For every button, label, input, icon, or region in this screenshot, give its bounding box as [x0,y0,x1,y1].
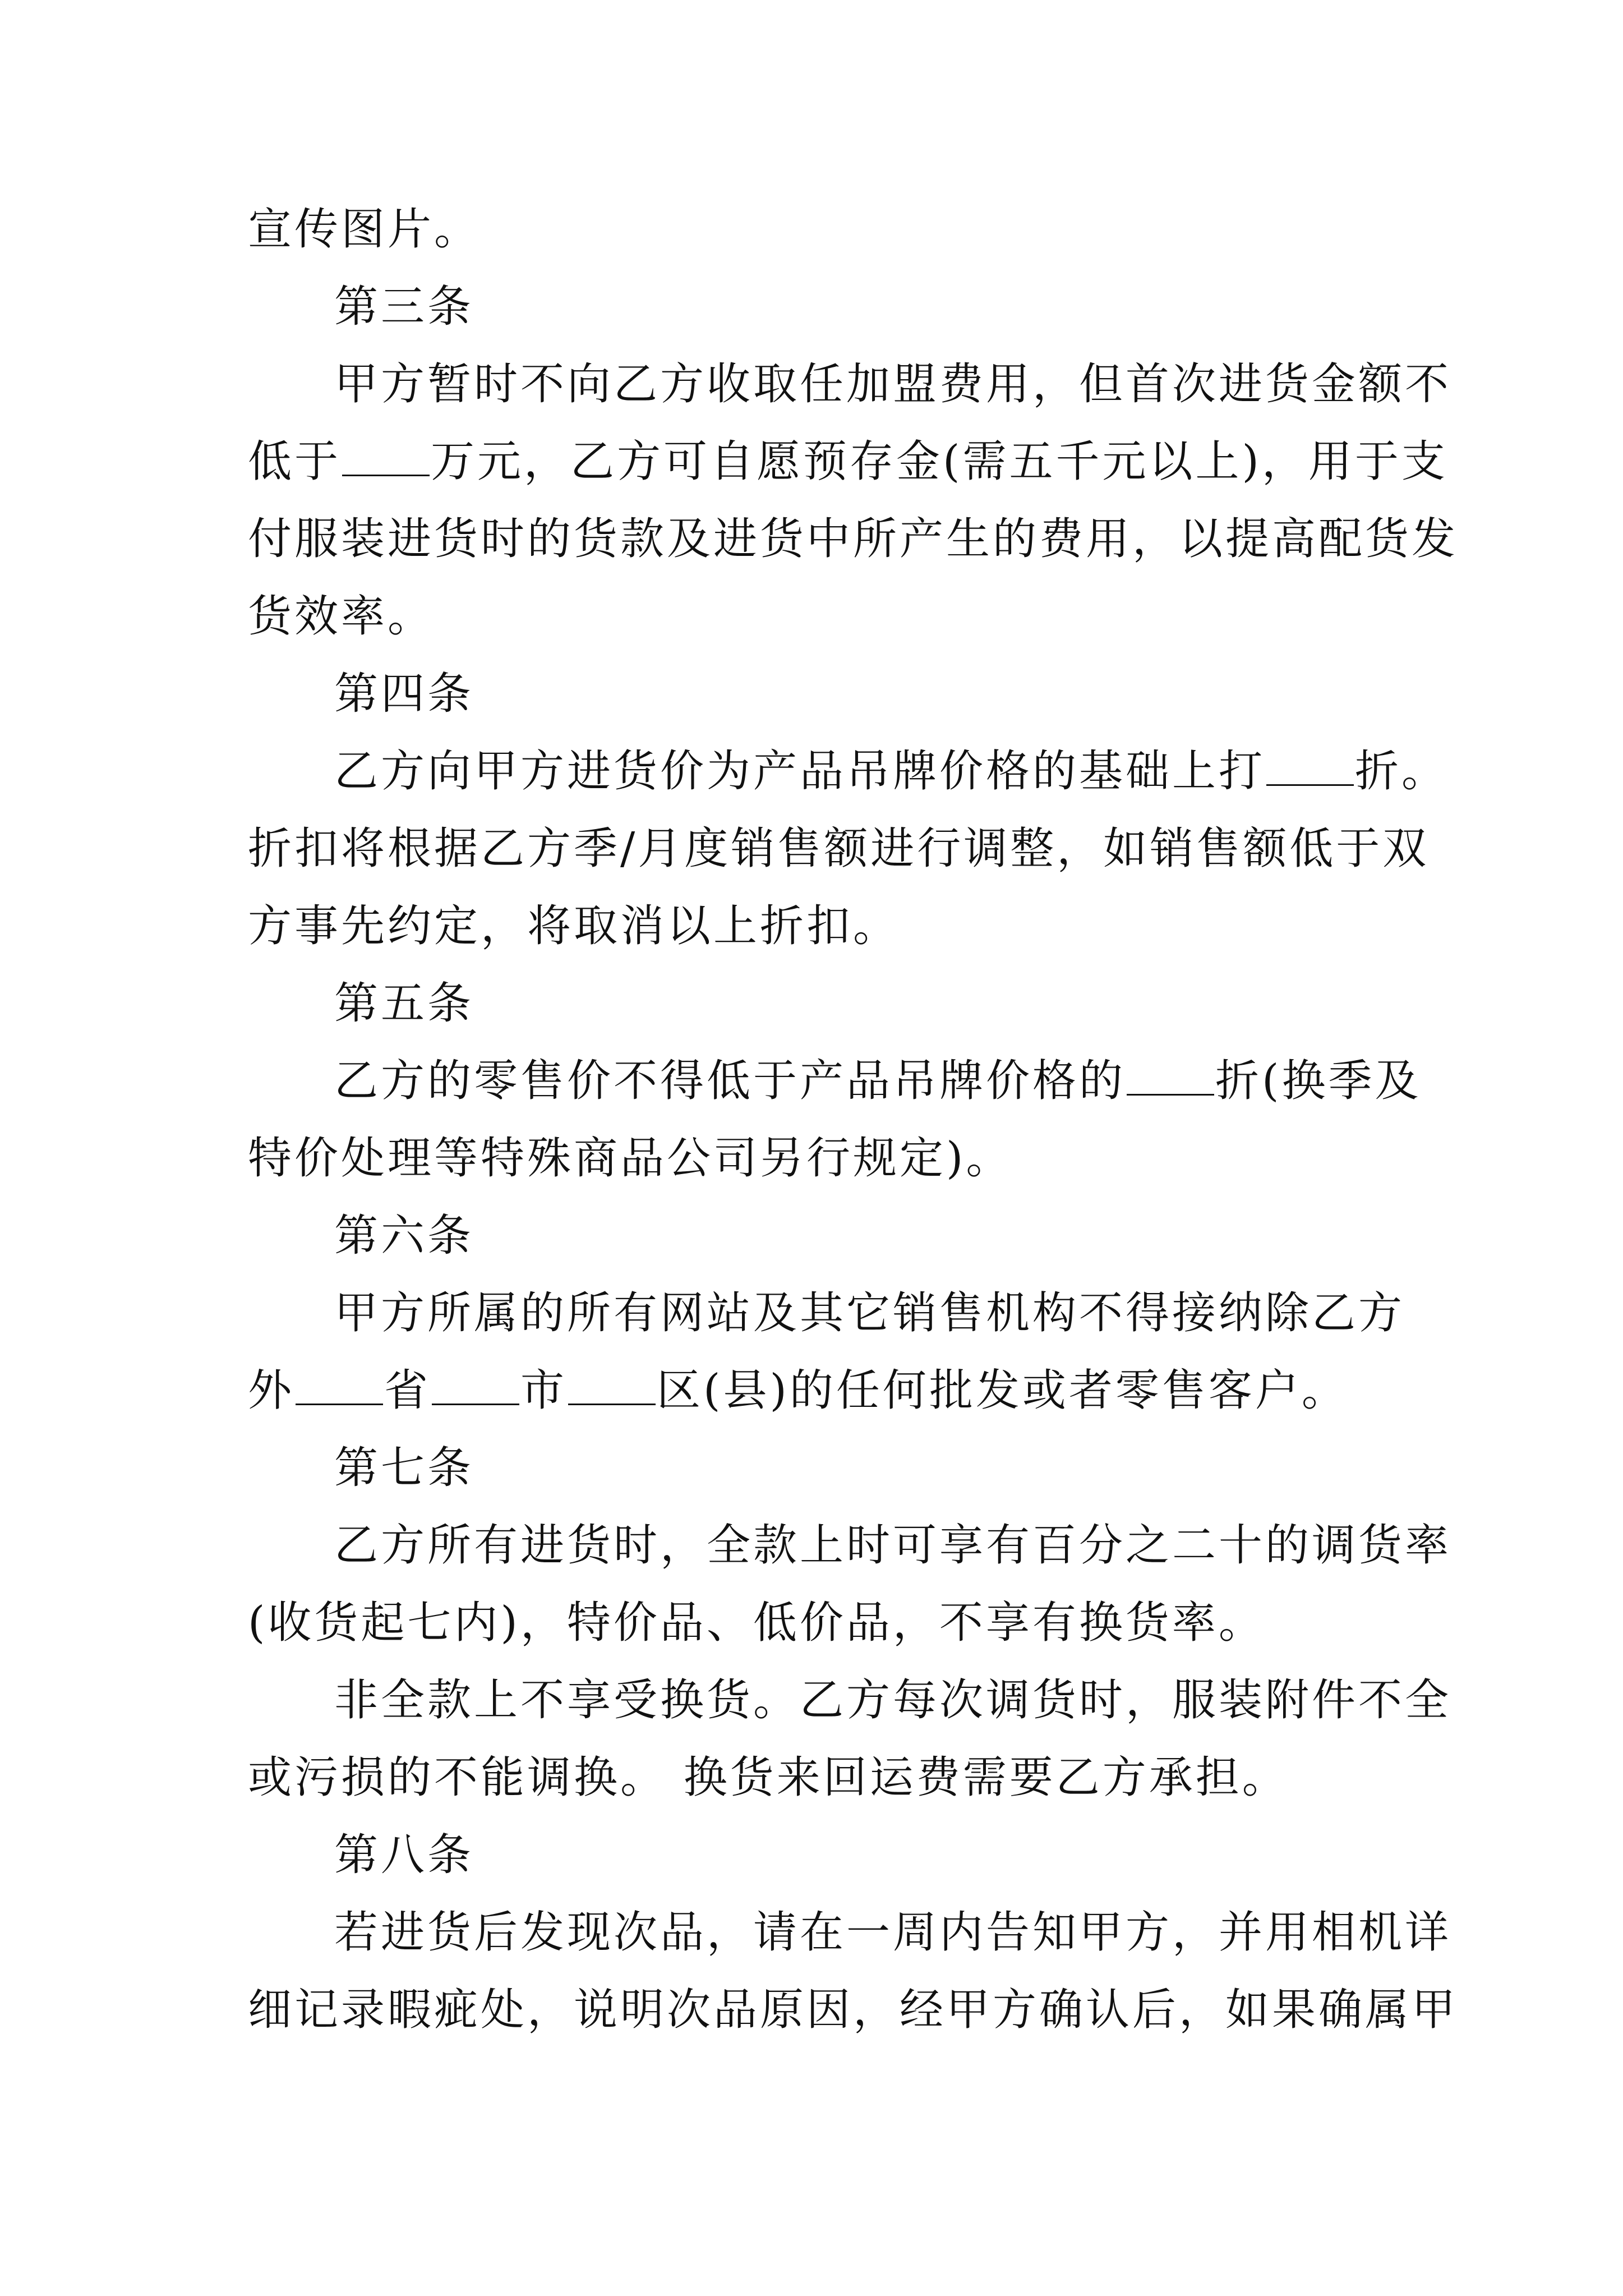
paragraph-text: 货效率。 [248,591,435,642]
paragraph-text: 非全款上不享受换货。乙方每次调货时，服装附件不全 [334,1675,1452,1726]
paragraph-text: 省 [384,1365,431,1416]
paragraph-text: 细记录暇疵处，说明次品原因，经甲方确认后，如果确属甲 [248,1985,1459,2035]
paragraph-text: 折。 [1355,746,1449,797]
text-line [248,1042,1422,1120]
text-line [248,423,1448,500]
fill-in-blank [432,1363,519,1405]
paragraph-text: 折(换季及 [1215,1056,1422,1106]
text-line [248,191,1386,268]
paragraph-text: 乙方的零售价不得低于产品吊牌价格的 [334,1056,1126,1106]
article-8-heading: 第八条 [334,1830,474,1880]
text-line [248,578,1386,655]
article-4-heading: 第四条 [334,669,474,719]
paragraph-text: 甲方暂时不向乙方收取任加盟费用，但首次进货金额不 [334,359,1452,409]
article-6-heading: 第六条 [334,1211,474,1261]
text-line [248,733,1449,810]
article-5-heading: 第五条 [334,978,474,1029]
article-heading [248,1197,1386,1274]
paragraph-text: 或污损的不能调换。 换货来回运费需要乙方承担。 [248,1752,1289,1803]
text-line [248,1662,1452,1739]
article-3-heading: 第三条 [334,282,474,332]
paragraph-text: 付服装进货时的货款及进货中所产生的费用，以提高配货发 [248,514,1459,564]
paragraph-text: 市 [520,1365,568,1416]
paragraph-text: 折扣将根据乙方季/月度销售额进行调整，如销售额低于双 [248,823,1430,874]
text-line [248,1274,1405,1352]
text-line [248,1739,1386,1816]
text-line [248,1507,1452,1584]
article-heading [248,655,1386,733]
text-line [248,810,1430,887]
paragraph-text: (收货起七内)，特价品、低价品，不享有换货率。 [248,1598,1265,1648]
article-7-heading: 第七条 [334,1443,474,1493]
paragraph-text: 区(县)的任何批发或者零售客户。 [657,1365,1348,1416]
fill-in-blank [342,434,430,476]
paragraph-text: 万元，乙方可自愿预存金(需五千元以上)，用于支 [431,436,1448,487]
paragraph-text: 低于 [248,436,342,487]
paragraph-text: 乙方向甲方进货价为产品吊牌价格的基础上打 [334,746,1266,797]
article-heading [248,965,1386,1042]
text-line [248,1971,1459,2049]
paragraph-text: 外 [248,1365,295,1416]
paragraph-text: 宣传图片。 [248,204,481,255]
text-line [248,500,1459,578]
text-line [248,346,1452,423]
paragraph-text: 若进货后发现次品，请在一周内告知甲方，并用相机详 [334,1907,1452,1958]
text-line [248,1894,1452,1971]
article-heading [248,1429,1386,1507]
paragraph-text: 方事先约定，将取消以上折扣。 [248,901,900,951]
fill-in-blank [296,1363,383,1405]
paragraph-text: 特价处理等特殊商品公司另行规定)。 [248,1133,1013,1184]
document-body [248,191,1459,2049]
text-line [248,1120,1386,1197]
text-line [248,1352,1386,1429]
article-heading [248,1816,1386,1894]
text-line [248,1584,1386,1662]
fill-in-blank [1266,744,1354,786]
fill-in-blank [1127,1053,1214,1096]
paragraph-text: 乙方所有进货时，全款上时可享有百分之二十的调货率 [334,1520,1452,1571]
text-line [248,887,1386,965]
article-heading [248,268,1386,346]
paragraph-text: 甲方所属的所有网站及其它销售机构不得接纳除乙方 [334,1288,1405,1338]
fill-in-blank [568,1363,656,1405]
